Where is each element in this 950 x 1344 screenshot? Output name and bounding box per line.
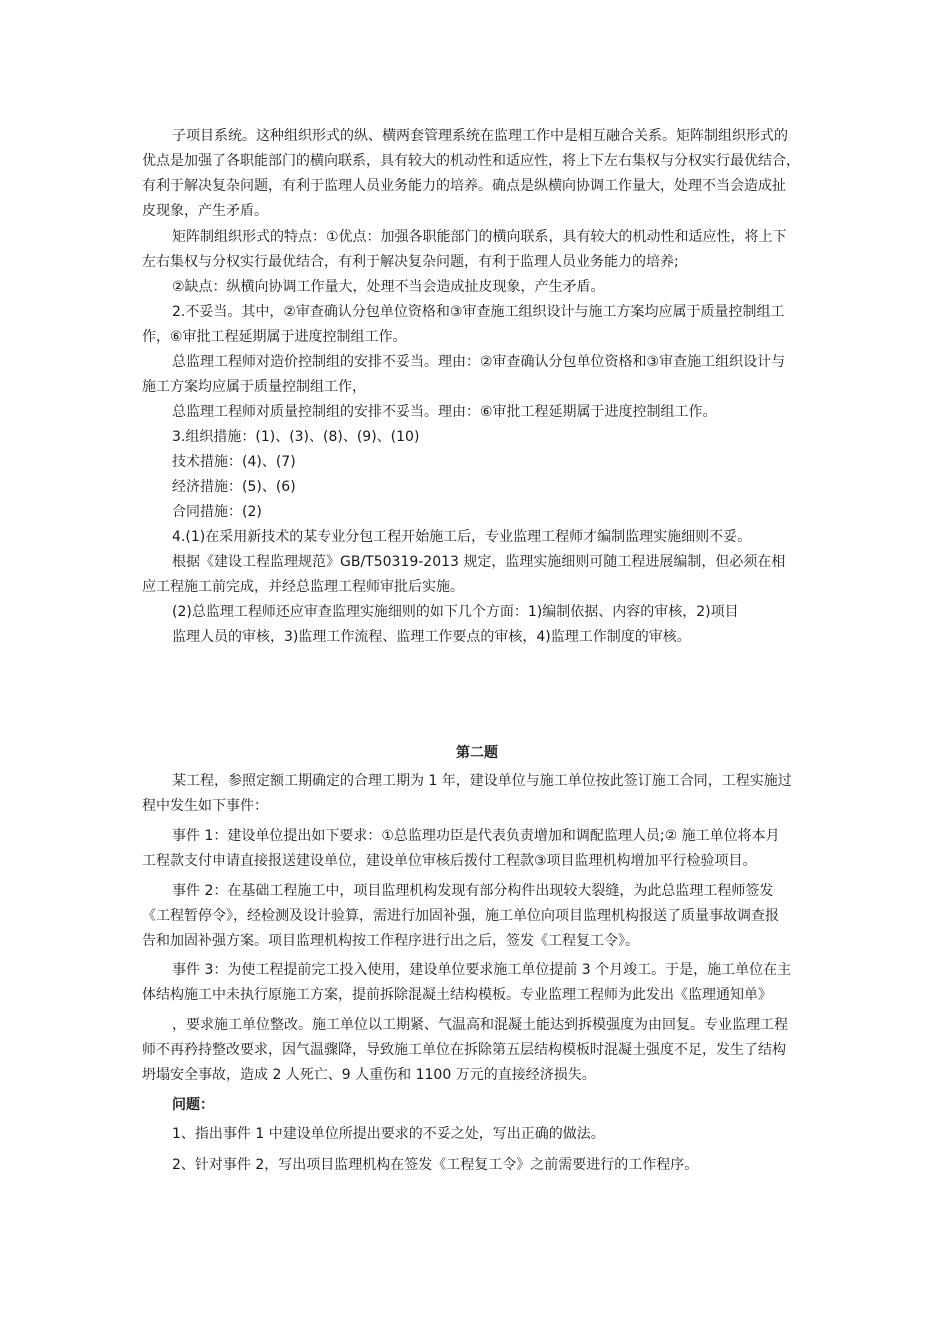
paragraph-org-measures [142,425,812,450]
paragraph-event-3 [142,958,812,1008]
text-line: 师不再矜持整改要求，因气温骤降，导致施工单位在拆除第五层结构模板时混凝土强度不足，发生了结构 [142,1042,786,1058]
text-line: 体结构施工中未执行原施工方案，提前拆除混凝土结构模板。专业监理工程师为此发出《监理通知单》 [142,987,772,1003]
questions-heading: 问题： [172,1097,214,1113]
paragraph-event-1 [142,824,812,874]
paragraph-spec-reference [142,550,812,600]
paragraph-tech-measures [142,450,812,475]
text-line: ，要求施工单位整改。施工单位以工期紧、气温高和混凝土能达到拆模强度为由回复。专业监理工程 [172,1017,788,1033]
text-line: 1、指出事件 1 中建设单位所提出要求的不妥之处，写出正确的做法。 [172,1126,605,1142]
text-line: 总监理工程师对造价控制组的安排不妥当。理由：②审查确认分包单位资格和③审查施工组织设计与 [172,354,786,370]
paragraph-cost-control [142,350,812,400]
text-line: 4.(1)在采用新技术的某专业分包工程开始施工后，专业监理工程师才编制监理实施细则不妥。 [172,529,752,545]
text-line: 矩阵制组织形式的特点：①优点：加强各职能部门的横向联系，具有较大的机动性和适应性，将上下 [172,229,787,245]
text-line: 优点是加强了各职能部门的横向联系，具有较大的机动性和适应性，将上下左右集权与分权实行最优结合， [142,153,800,169]
paragraph-event-3-cont [142,1013,812,1088]
paragraph-answer-4-2-cont [142,625,812,650]
text-line: 某工程，参照定额工期确定的合理工期为 1 年，建设单位与施工单位按此签订施工合同，工程实施过 [172,773,792,789]
text-line: 坍塌安全事故，造成 2 人死亡、9 人重伤和 1100 万元的直接经济损失。 [142,1067,596,1083]
paragraph-drawbacks [142,275,812,300]
text-line: 合同措施：(2) [172,504,262,520]
text-line: ②缺点：纵横向协调工作量大，处理不当会造成扯皮现象，产生矛盾。 [172,279,605,295]
paragraph-event-2 [142,879,812,954]
text-line: 程中发生如下事件： [142,798,268,814]
paragraph-answer-4-1 [142,525,812,550]
text-line: 3.组织措施：(1)、(3)、(8)、(9)、(10) [172,429,420,445]
text-line: 应工程施工前完成，并经总监理工程师审批后实施。 [142,579,464,595]
text-line: 工程款支付申请直接报送建设单位，建设单位审核后拨付工程款③项目监理机构增加平行检验项目。 [142,853,757,869]
paragraph-question-2 [142,1153,812,1178]
text-line: 监理人员的审核，3)监理工作流程、监理工作要点的审核，4)监理工作制度的审核。 [172,629,691,645]
text-line: 事件 1：建设单位提出如下要求：①总监理功臣是代表负责增加和调配监理人员;② 施工单位将本月 [172,828,780,844]
text-line: 左右集权与分权实行最优结合，有利于解决复杂问题，有利于监理人员业务能力的培养; [142,254,679,270]
paragraph-quality-control [142,400,812,425]
text-line: 总监理工程师对质量控制组的安排不妥当。理由：⑥审批工程延期属于进度控制组工作。 [172,404,717,420]
text-line: 事件 3：为使工程提前完工投入使用，建设单位要求施工单位提前 3 个月竣工。于是，施工单位在主 [172,962,792,978]
paragraph-answer-4-2 [142,600,812,625]
text-line: 事件 2：在基础工程施工中，项目监理机构发现有部分构件出现较大裂缝，为此总监理工程师签发 [172,883,774,899]
text-line: 施工方案均应属于质量控制组工作， [142,379,366,395]
text-line: 告和加固补强方案。项目监理机构按工作程序进行出之后，签发《工程复工令》。 [142,933,639,949]
text-line: 经济措施：(5)、(6) [172,479,296,495]
paragraph-matrix-features [142,225,812,275]
text-line: 2、针对事件 2，写出项目监理机构在签发《工程复工令》之前需要进行的工作程序。 [172,1157,699,1173]
text-line: 有利于解决复杂问题，有利于监理人员业务能力的培养。确点是纵横向协调工作量大，处理不当会造成扯 [142,178,786,194]
section-title: 第二题 [456,745,498,761]
text-line: 作，⑥审批工程延期属于进度控制组工作。 [142,329,407,345]
paragraph-project-intro [142,769,812,819]
paragraph-econ-measures [142,475,812,500]
text-line: 子项目系统。这种组织形式的纵、横两套管理系统在监理工作中是相互融合关系。矩阵制组织形式的 [172,128,788,144]
text-line: 皮现象，产生矛盾。 [142,203,268,219]
paragraph-matrix-org-intro [142,124,812,224]
text-line: 《工程暂停令》，经检测及设计验算，需进行加固补强，施工单位向项目监理机构报送了质量事故调查报 [142,908,779,924]
paragraph-contract-measures [142,500,812,525]
text-line: 技术措施：(4)、(7) [172,454,296,470]
paragraph-question-1 [142,1122,812,1147]
text-line: 根据《建设工程监理规范》GB/T50319-2013 规定，监理实施细则可随工程进展编制，但必须在相 [172,554,786,570]
text-line: (2)总监理工程师还应审查监理实施细则的如下几个方面：1)编制依据、内容的审核，2)项目 [172,604,739,620]
paragraph-questions-label [142,1093,812,1118]
paragraph-answer-2 [142,300,812,350]
text-line: 2.不妥当。其中，②审查确认分包单位资格和③审查施工组织设计与施工方案均应属于质量控制组工 [172,304,785,320]
